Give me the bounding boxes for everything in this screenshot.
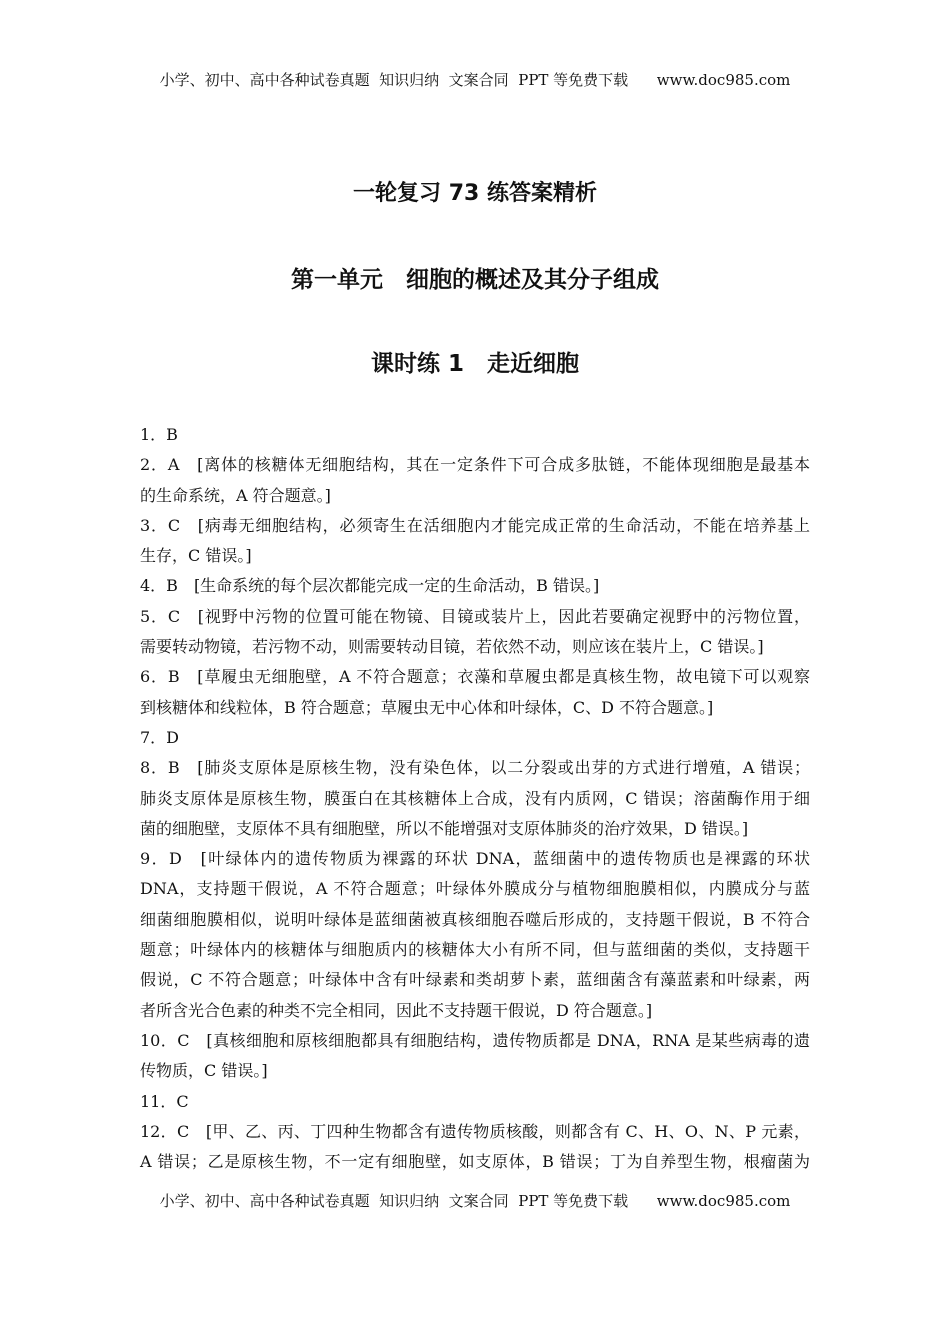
answer-line: 的生命系统，A 符合题意。] [140,485,331,505]
answer-line: 肺炎支原体是原核生物，膜蛋白在其核糖体上合成，没有内质网，C 错误；溶菌酶作用于细 [140,788,810,808]
answer-item [140,723,810,753]
answer-item [140,1026,810,1087]
answer-line: 6．B [草履虫无细胞壁，A 不符合题意；衣藻和草履虫都是真核生物，故电镜下可以观察 [140,667,810,687]
answer-item [140,602,810,663]
answer-line: 传物质，C 错误。] [140,1061,268,1081]
answer-item [140,420,810,450]
answer-item [140,571,810,601]
lesson-heading: 课时练 1 走近细胞 [370,351,579,377]
answer-line: 题意；叶绿体内的核糖体与细胞质内的核糖体大小有所不同，但与蓝细菌的类似，支持题干 [140,940,810,960]
answer-line: 2．A [离体的核糖体无细胞结构，其在一定条件下可合成多肽链，不能体现细胞是最基本 [140,455,810,475]
answer-item [140,1087,810,1117]
answer-line: 到核糖体和线粒体，B 符合题意；草履虫无中心体和叶绿体，C、D 不符合题意。] [140,697,714,717]
page-header: 小学、初中、高中各种试卷真题 知识归纳 文案合同 PPT 等免费下载 www.doc985.com [159,71,791,89]
answer-item [140,450,810,511]
answer-item [140,662,810,723]
answer-item [140,511,810,572]
page-footer: 小学、初中、高中各种试卷真题 知识归纳 文案合同 PPT 等免费下载 www.doc985.com [159,1192,791,1210]
answer-line: DNA，支持题干假说，A 不符合题意；叶绿体外膜成分与植物细胞膜相似，内膜成分与蓝 [140,879,810,899]
answer-line: 3．C [病毒无细胞结构，必须寄生在活细胞内才能完成正常的生命活动，不能在培养基上 [140,515,810,535]
answer-line: 4．B [生命系统的每个层次都能完成一定的生命活动，B 错误。] [140,576,600,596]
answer-line: 8．B [肺炎支原体是原核生物，没有染色体，以二分裂或出芽的方式进行增殖，A 错误； [140,758,810,778]
answer-line: A 错误；乙是原核生物，不一定有细胞壁，如支原体，B 错误；丁为自养型生物，根瘤菌为 [140,1152,810,1172]
answer-line: 1．B [140,425,178,444]
answer-line: 生存，C 错误。] [140,546,252,566]
unit-heading: 第一单元 细胞的概述及其分子组成 [291,267,659,293]
answer-item [140,844,810,1026]
answer-line: 9．D [叶绿体内的遗传物质为裸露的环状 DNA，蓝细菌中的遗传物质也是裸露的环状 [140,849,810,869]
answer-line: 假说，C 不符合题意；叶绿体中含有叶绿素和类胡萝卜素，蓝细菌含有藻蓝素和叶绿素，两 [140,970,810,990]
answer-list [140,420,810,1177]
answer-line: 11．C [140,1091,189,1111]
answer-item [140,753,810,844]
answer-line: 需要转动物镜，若污物不动，则需要转动目镜，若依然不动，则应该在装片上，C 错误。] [140,637,764,657]
answer-item [140,1117,810,1178]
answer-line: 7．D [140,727,180,747]
answer-line: 5．C [视野中污物的位置可能在物镜、目镜或装片上，因此若要确定视野中的污物位置， [140,606,810,626]
document-title: 一轮复习 73 练答案精析 [353,181,597,206]
answer-line: 10．C [真核细胞和原核细胞都具有细胞结构，遗传物质都是 DNA，RNA 是某些病毒的遗 [140,1030,810,1050]
answer-line: 细菌细胞膜相似，说明叶绿体是蓝细菌被真核细胞吞噬后形成的，支持题干假说，B 不符合 [140,909,810,929]
answer-line: 者所含光合色素的种类不完全相同，因此不支持题干假说，D 符合题意。] [140,1000,653,1020]
answer-line: 菌的细胞壁，支原体不具有细胞壁，所以不能增强对支原体肺炎的治疗效果，D 错误。] [140,818,749,838]
answer-line: 12．C [甲、乙、丙、丁四种生物都含有遗传物质核酸，则都含有 C、H、O、N、P 元素， [140,1121,810,1141]
